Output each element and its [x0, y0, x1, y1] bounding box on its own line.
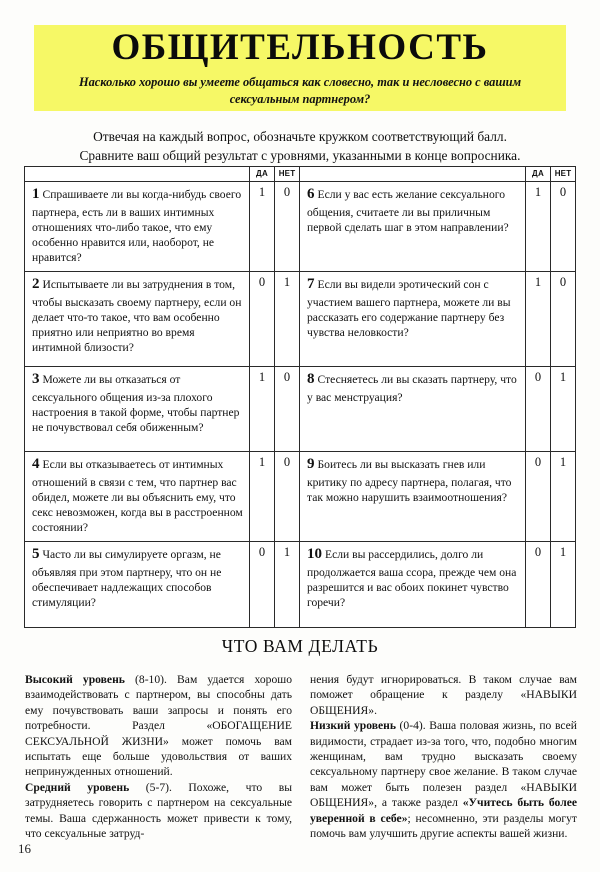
question-number: 4	[32, 456, 40, 472]
question-number: 6	[307, 186, 315, 202]
question-body: Испытываете ли вы затруднения в том, чтобы высказать своему партнеру, если он делает что-то такое, что вам особенно приятно или неприятно во время интимной близости?	[32, 278, 242, 354]
score-no[interactable]: 1	[550, 367, 575, 451]
level-label-medium: Средний уровень	[25, 780, 130, 794]
table-row	[25, 542, 575, 627]
question-number: 5	[32, 546, 40, 562]
advice-low-paragraph	[310, 718, 577, 841]
question-text	[300, 182, 525, 271]
table-row	[25, 452, 575, 542]
question-cell	[300, 452, 575, 541]
level-text-low-part2: ; несомненно, эти разделы могут помочь вам улучшить другие аспекты вашей жизни.	[310, 811, 577, 841]
score-yes[interactable]: 0	[249, 542, 274, 627]
score-yes[interactable]: 0	[525, 542, 550, 627]
question-cell	[300, 182, 575, 271]
score-yes[interactable]: 1	[525, 182, 550, 271]
score-no[interactable]: 1	[550, 542, 575, 627]
question-cell	[300, 272, 575, 366]
question-number: 1	[32, 186, 40, 202]
table-header-right	[300, 167, 575, 181]
question-text	[25, 542, 249, 627]
table-row	[25, 367, 575, 452]
question-number: 10	[307, 546, 322, 562]
question-cell	[25, 182, 300, 271]
question-cell	[25, 272, 300, 366]
advice-medium-paragraph	[25, 780, 292, 842]
question-body: Можете ли вы отказаться от сексуального общения из-за плохого настроения в такой форме, чтобы партнер не почувствовал себя обиженным?	[32, 373, 240, 434]
question-text	[300, 272, 525, 366]
header-spacer-right	[300, 167, 525, 181]
score-no[interactable]: 0	[550, 272, 575, 366]
level-label-low: Низкий уровень	[310, 719, 396, 733]
advice-columns	[25, 672, 577, 841]
question-text	[300, 367, 525, 451]
score-yes[interactable]: 0	[525, 367, 550, 451]
score-yes[interactable]: 1	[249, 452, 274, 541]
question-body: Если у вас есть желание сексуального общения, считаете ли вы приличным первой сделать шаг в этом направлении?	[307, 188, 509, 234]
question-number: 7	[307, 276, 315, 292]
page-number: 16	[18, 841, 31, 856]
question-body: Если вы видели эротический сон с участием вашего партнера, можете ли вы рассказать его содержание партнеру без чувства неловкости?	[307, 278, 511, 339]
advice-left-column	[25, 672, 292, 841]
advice-section-title: ЧТО ВАМ ДЕЛАТЬ	[221, 636, 379, 656]
question-body: Стесняетесь ли вы сказать партнеру, что у вас менструация?	[307, 373, 517, 404]
score-yes[interactable]: 0	[249, 272, 274, 366]
question-text	[25, 182, 249, 271]
level-text-high: (8-10). Вам удается хорошо взаимодействовать с партнером, вы способны дать ему почувствовать ваши запросы и понять его потребности. Раздел «ОБОГАЩЕНИЕ СЕКСУАЛЬНОЙ ЖИЗНИ» может помочь вам испытать еще больше удовольствия от ваших непринужденных отношений.	[25, 673, 292, 779]
question-body: Часто ли вы симулируете оргазм, не объявляя при этом партнеру, что он не обеспечивает надлежащих способов стимуляции?	[32, 548, 222, 609]
score-no[interactable]: 1	[274, 272, 299, 366]
advice-continuation-paragraph	[310, 672, 577, 718]
header-yes-left: ДА	[249, 167, 274, 181]
level-text-low-part1: (0-4). Ваша половая жизнь, по всей видимости, страдает из-за того, что, подобно многим женщинам, вам трудно высказать своему сексуальному партнеру свое желание. В таком случае вам может быть полезен раздел «НАВЫКИ ОБЩЕНИЯ», а также раздел	[310, 719, 577, 810]
level-text-low-emphasis: «Учитесь быть более уверенной в себе»	[310, 796, 577, 825]
question-body: Если вы рассердились, долго ли продолжается ваша ссора, прежде чем она разрешится и вас обоих покинет чувство горечи?	[307, 548, 517, 609]
score-yes[interactable]: 0	[525, 452, 550, 541]
score-no[interactable]: 0	[274, 182, 299, 271]
question-number: 9	[307, 456, 315, 472]
advice-right-column	[310, 672, 577, 841]
advice-high-paragraph	[25, 672, 292, 780]
title-banner	[34, 25, 566, 111]
score-yes[interactable]: 1	[249, 367, 274, 451]
header-no-right: НЕТ	[550, 167, 575, 181]
question-cell	[25, 367, 300, 451]
question-text	[25, 272, 249, 366]
header-yes-right: ДА	[525, 167, 550, 181]
questionnaire-table	[24, 166, 576, 628]
page-subtitle: Насколько хорошо вы умеете общаться как словесно, так и несловесно с вашим сексуальным партнером?	[78, 74, 522, 106]
question-cell	[25, 542, 300, 627]
score-no[interactable]: 0	[550, 182, 575, 271]
table-row	[25, 182, 575, 272]
question-body: Спрашиваете ли вы когда-нибудь своего партнера, есть ли в ваших интимных отношениях что-либо такое, что ему особенно нравится или, наоборот, не нравится?	[32, 188, 242, 264]
score-no[interactable]: 0	[274, 367, 299, 451]
instruction-line-1: Отвечая на каждый вопрос, обозначьте кружком соответствующий балл.	[93, 129, 507, 144]
question-text	[25, 452, 249, 541]
score-no[interactable]: 1	[550, 452, 575, 541]
page-title: ОБЩИТЕЛЬНОСТЬ	[111, 27, 489, 68]
table-row	[25, 272, 575, 367]
question-body: Боитесь ли вы высказать гнев или критику по адресу партнера, полагая, что так можно нарушить взаимоотношения?	[307, 458, 512, 504]
instructions	[30, 127, 570, 165]
question-body: Если вы отказываетесь от интимных отношений в связи с тем, что партнер вас обидел, можете ли вы объяснить ему, что секс невозможен, когда вы в расстроенном состоянии?	[32, 458, 243, 534]
table-header-row	[25, 167, 575, 182]
score-no[interactable]: 1	[274, 542, 299, 627]
level-text-medium: (5-7). Похоже, что вы затрудняетесь говорить с партнером на сексуальные темы. Ваша сдержанность может привести к тому, что сексуальные затруд-	[25, 780, 292, 841]
level-label-high: Высокий уровень	[25, 673, 125, 686]
score-no[interactable]: 0	[274, 452, 299, 541]
question-number: 8	[307, 371, 315, 387]
question-cell	[300, 542, 575, 627]
question-number: 2	[32, 276, 40, 292]
score-yes[interactable]: 1	[525, 272, 550, 366]
continuation-text: нения будут игнорироваться. В таком случае вам поможет обращение к разделу «НАВЫКИ ОБЩЕНИЯ».	[310, 673, 577, 717]
question-text	[300, 452, 525, 541]
instruction-line-2: Сравните ваш общий результат с уровнями, указанными в конце вопросника.	[79, 148, 521, 164]
header-spacer-left	[25, 167, 249, 181]
table-header-left	[25, 167, 300, 181]
question-cell	[25, 452, 300, 541]
question-number: 3	[32, 371, 40, 387]
header-no-left: НЕТ	[274, 167, 299, 181]
question-text	[300, 542, 525, 627]
question-text	[25, 367, 249, 451]
question-cell	[300, 367, 575, 451]
score-yes[interactable]: 1	[249, 182, 274, 271]
